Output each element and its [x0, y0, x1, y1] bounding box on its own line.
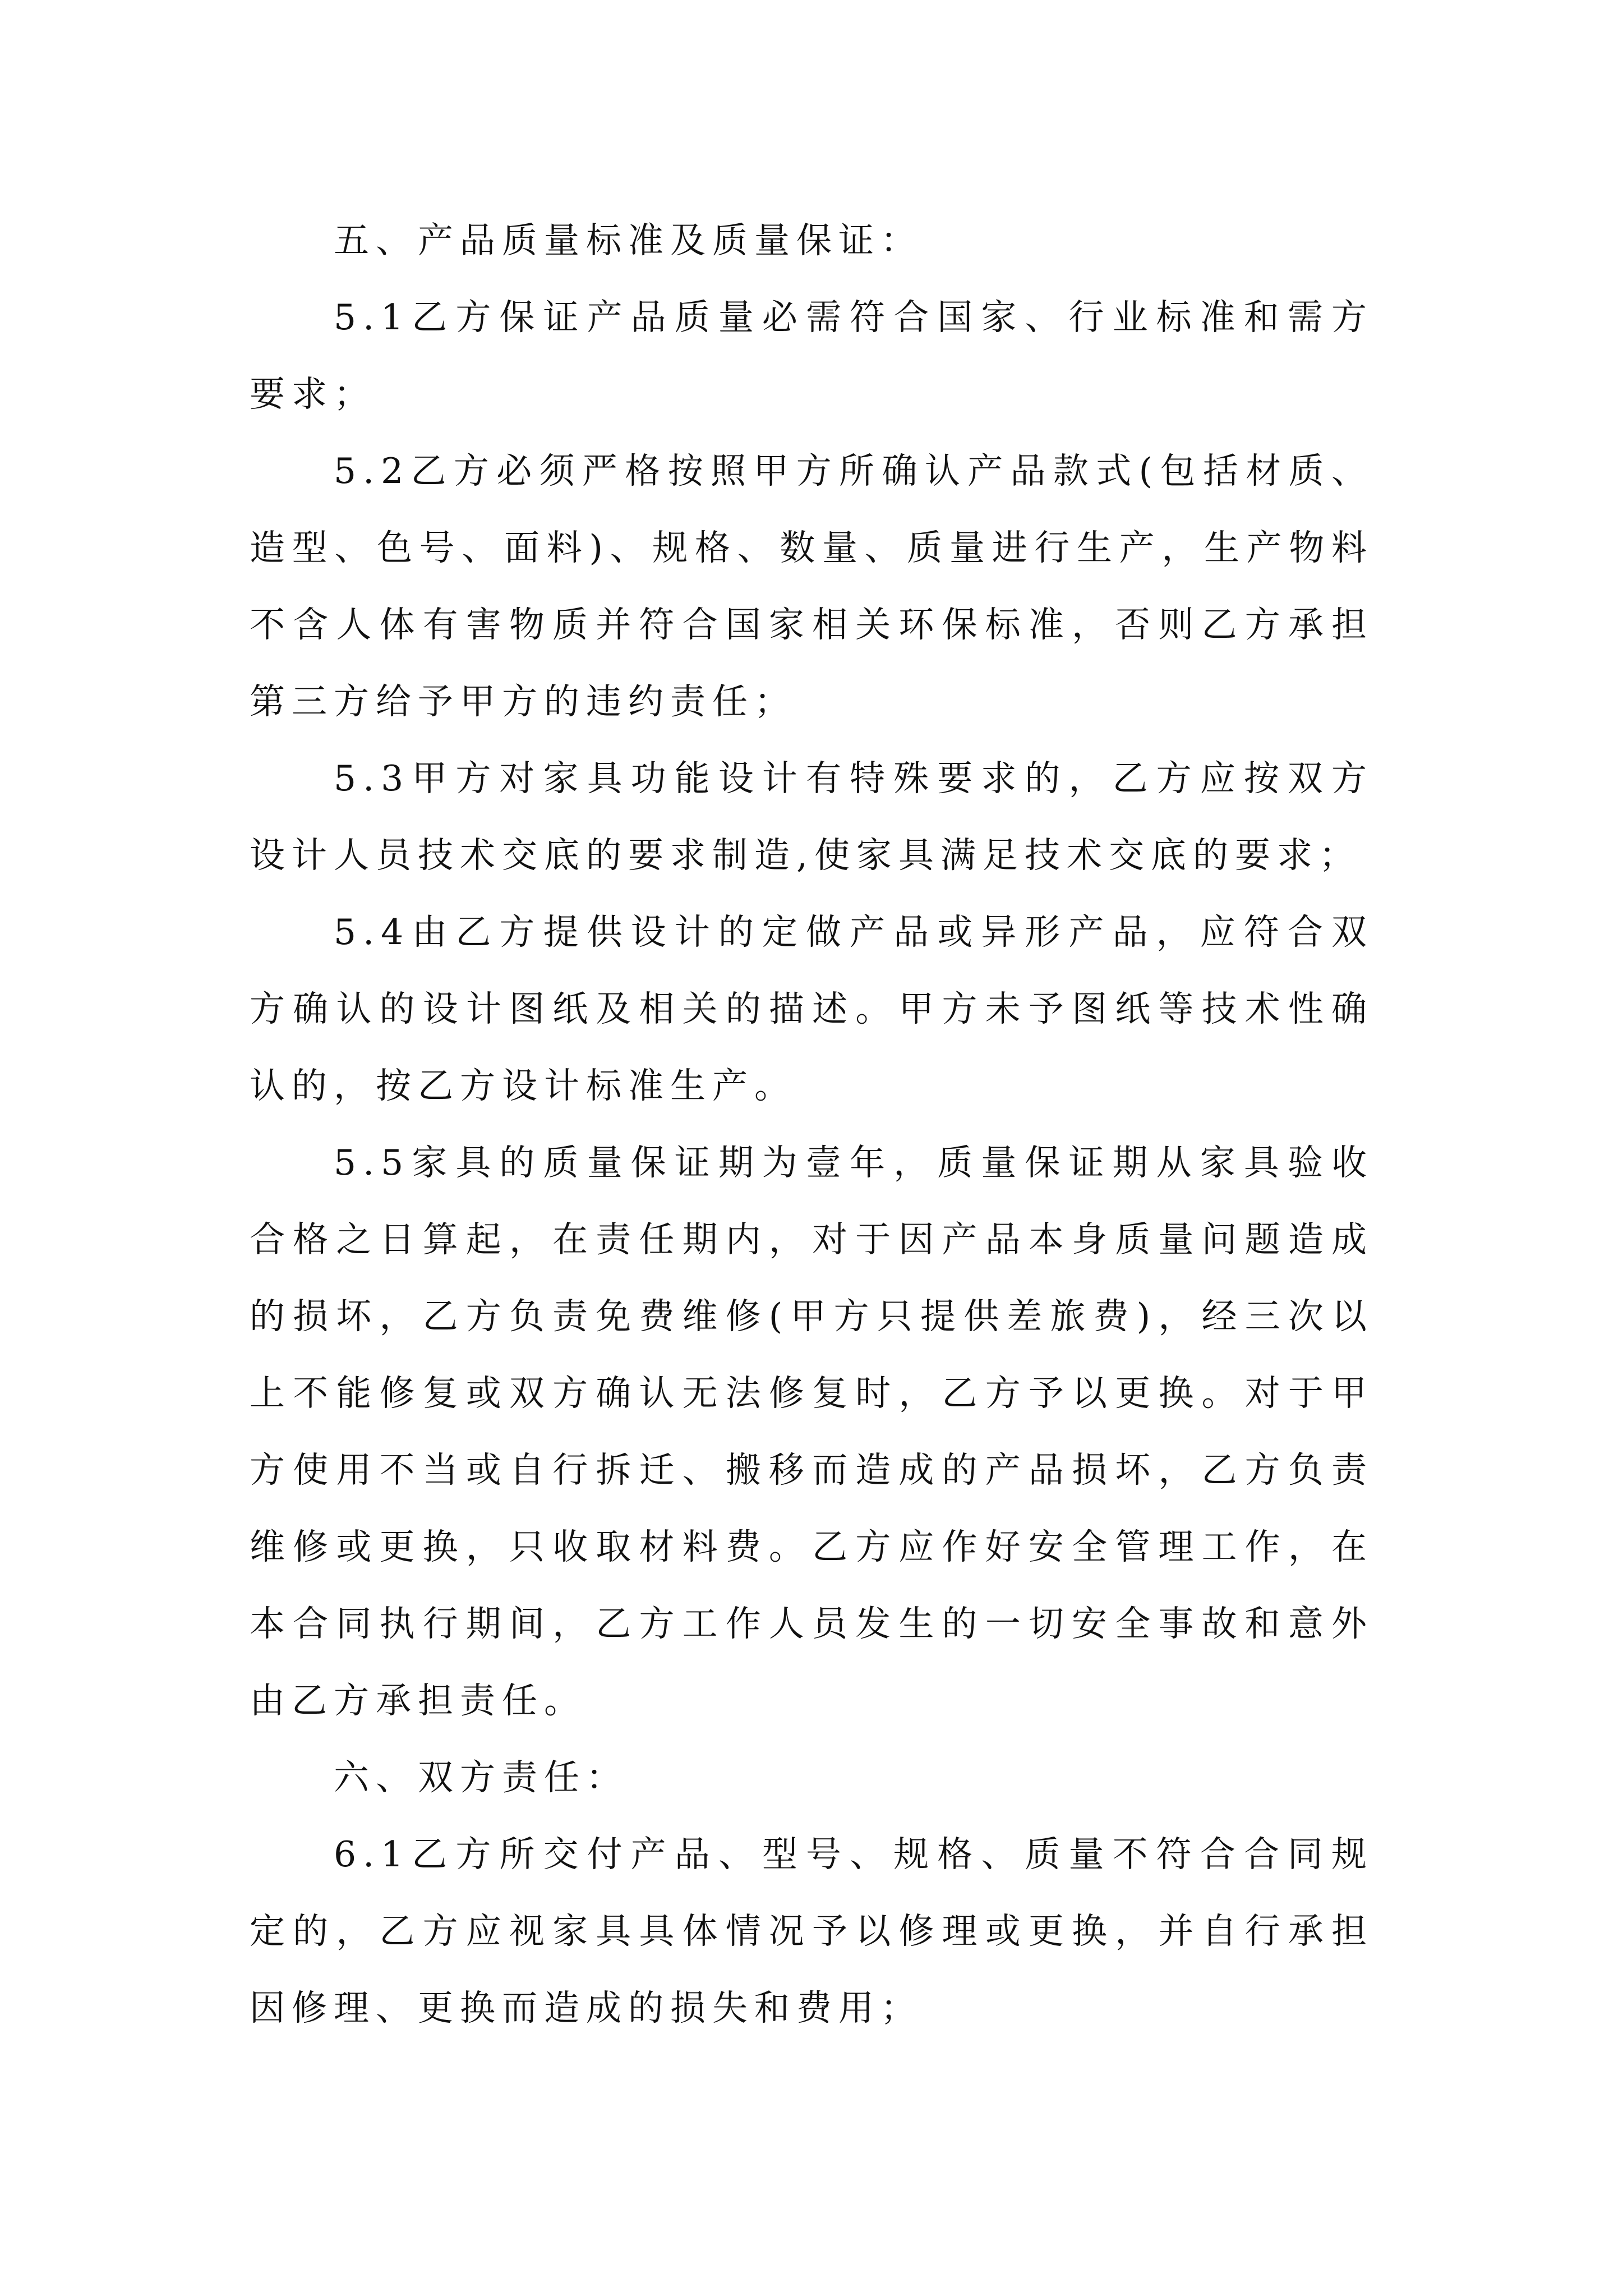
clause-6-1: 6.1乙方所交付产品、型号、规格、质量不符合合同规定的，乙方应视家具具体情况予以修理或更换，并自行承担因修理、更换而造成的损失和费用； [250, 1834, 1373, 2028]
clause-5-1: 5.1乙方保证产品质量必需符合国家、行业标准和需方要求； [250, 297, 1373, 415]
clause-5-2: 5.2乙方必须严格按照甲方所确认产品款式(包括材质、造型、色号、面料)、规格、数量、质量进行生产，生产物料不含人体有害物质并符合国家相关环保标准，否则乙方承担第三方给予甲方的违约责任； [250, 450, 1373, 722]
document-body [250, 202, 1373, 2046]
clause-5-4: 5.4由乙方提供设计的定做产品或异形产品，应符合双方确认的设计图纸及相关的描述。甲方未予图纸等技术性确认的，按乙方设计标准生产。 [250, 912, 1373, 1106]
clause-5-5: 5.5家具的质量保证期为壹年，质量保证期从家具验收合格之日算起，在责任期内，对于因产品本身质量问题造成的损坏，乙方负责免费维修(甲方只提供差旅费)，经三次以上不能修复或双方确认无法修复时，乙方予以更换。对于甲方使用不当或自行拆迁、搬移而造成的产品损坏，乙方负责维修或更换，只收取材料费。乙方应作好安全管理工作，在本合同执行期间，乙方工作人员发生的一切安全事故和意外由乙方承担责任。 [250, 1142, 1373, 1721]
section-heading-5: 五、产品质量标准及质量保证： [334, 220, 923, 261]
section-heading-6: 六、双方责任： [334, 1757, 628, 1798]
clause-5-3: 5.3甲方对家具功能设计有特殊要求的，乙方应按双方设计人员技术交底的要求制造,使家具满足技术交底的要求； [250, 758, 1373, 876]
